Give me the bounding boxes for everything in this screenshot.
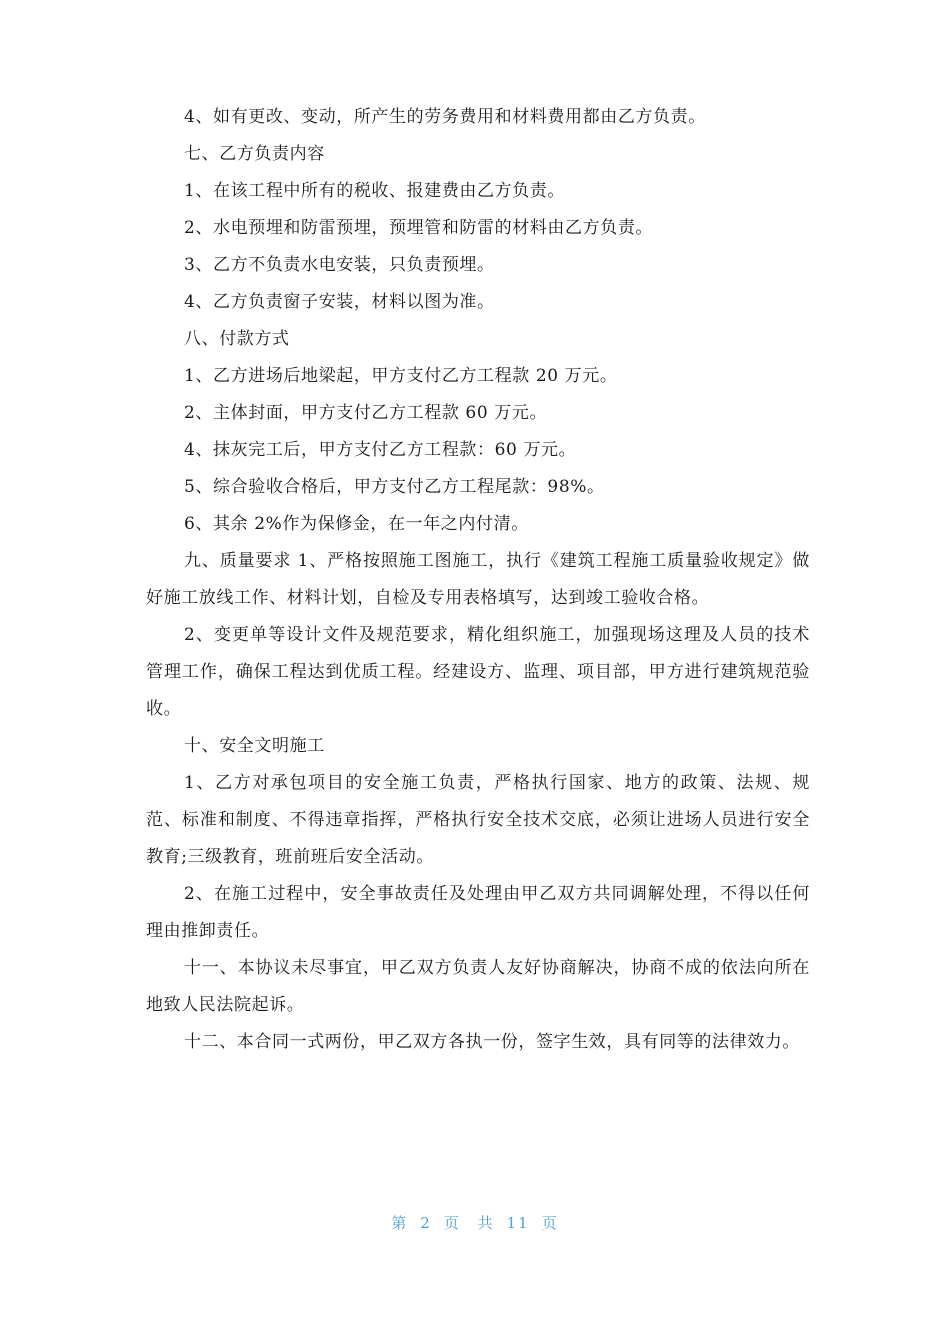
paragraph: 2、变更单等设计文件及规范要求，精化组织施工，加强现场这理及人员的技术管理工作，确保工程达到优质工程。经建设方、监理、项目部，甲方进行建筑规范验收。 [146, 625, 810, 719]
document-body [146, 99, 810, 1061]
paragraph: 3、乙方不负责水电安装，只负责预埋。 [184, 255, 495, 275]
paragraph: 1、乙方进场后地梁起，甲方支付乙方工程款 20 万元。 [184, 366, 618, 386]
page-footer [0, 1212, 950, 1233]
paragraph: 6、其余 2%作为保修金，在一年之内付清。 [184, 514, 529, 534]
section-heading: 十、安全文明施工 [184, 736, 325, 756]
footer-suffix: 页 [541, 1214, 559, 1232]
paragraph: 1、在该工程中所有的税收、报建费由乙方负责。 [184, 181, 566, 201]
paragraph: 十二、本合同一式两份，甲乙双方各执一份，签字生效，具有同等的法律效力。 [184, 1032, 800, 1052]
paragraph: 十一、本协议未尽事宜，甲乙双方负责人友好协商解决，协商不成的依法向所在地致人民法院起诉。 [146, 958, 810, 1015]
total-page-count: 11 [506, 1214, 530, 1232]
paragraph: 2、主体封面，甲方支付乙方工程款 60 万元。 [184, 403, 548, 423]
paragraph: 5、综合验收合格后，甲方支付乙方工程尾款：98%。 [184, 477, 605, 497]
current-page-number: 2 [420, 1214, 432, 1232]
paragraph: 4、如有更改、变动，所产生的劳务费用和材料费用都由乙方负责。 [184, 107, 706, 127]
section-heading: 七、乙方负责内容 [184, 144, 325, 164]
paragraph: 2、水电预埋和防雷预埋，预埋管和防雷的材料由乙方负责。 [184, 218, 654, 238]
paragraph: 九、质量要求 1、严格按照施工图施工，执行《建筑工程施工质量验收规定》做好施工放线工作、材料计划，自检及专用表格填写，达到竣工验收合格。 [146, 551, 810, 608]
paragraph: 2、在施工过程中，安全事故责任及处理由甲乙双方共同调解处理，不得以任何理由推卸责任。 [146, 884, 810, 941]
paragraph: 4、乙方负责窗子安装，材料以图为准。 [184, 292, 495, 312]
footer-middle: 页 共 [443, 1214, 495, 1232]
paragraph: 1、乙方对承包项目的安全施工负责，严格执行国家、地方的政策、法规、规范、标准和制度、不得违章指挥，严格执行安全技术交底，必须让进场人员进行安全教育;三级教育，班前班后安全活动。 [146, 773, 810, 867]
section-heading: 八、付款方式 [184, 329, 290, 349]
paragraph: 4、抹灰完工后，甲方支付乙方工程款：60 万元。 [184, 440, 577, 460]
footer-prefix: 第 [391, 1214, 409, 1232]
